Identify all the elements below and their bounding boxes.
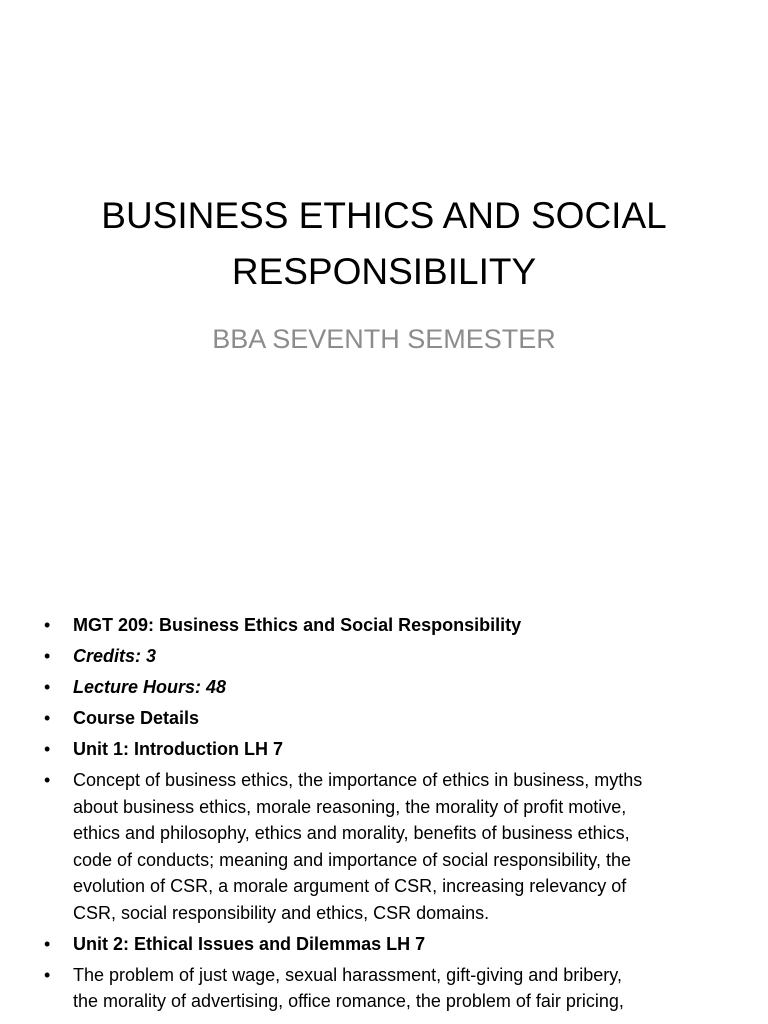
bullet-text: Unit 2: Ethical Issues and Dilemmas LH 7 [73,933,426,954]
bullet-marker: • [44,645,51,666]
bullet-course-details [44,705,744,732]
bullet-marker: • [44,933,51,954]
bullet-marker: • [44,769,51,790]
bullet-marker: • [44,707,51,728]
bullet-text-line: Concept of business ethics, the importance of ethics in business, myths [73,769,643,790]
course-content-slide [44,612,744,1019]
bullet-text: Unit 1: Introduction LH 7 [73,738,283,759]
slide-subtitle: BBA SEVENTH SEMESTER [212,324,556,354]
bullet-text: Course Details [73,707,200,728]
bullet-marker: • [44,615,51,635]
bullet-marker: • [44,676,51,697]
course-bullet-list [44,612,744,1015]
bullet-credits [44,643,744,670]
bullet-text-line: ethics and philosophy, ethics and morality, benefits of business ethics, [73,823,630,844]
bullet-text-line: CSR, social responsibility and ethics, CSR domains. [73,902,490,923]
bullet-lecture-hours [44,674,744,701]
slide-title-line-1: BUSINESS ETHICS AND SOCIAL [101,195,667,236]
bullet-marker: • [44,738,51,759]
bullet-text-line: The problem of just wage, sexual harassment, gift-giving and bribery, [73,964,622,985]
bullet-text: Lecture Hours: 48 [73,676,227,697]
bullet-text-line: code of conducts; meaning and importance of social responsibility, the [73,849,631,870]
bullet-unit-1-description [44,767,744,927]
bullet-text-line: evolution of CSR, a morale argument of CSR, increasing relevancy of [73,876,627,897]
bullet-unit-1-heading [44,736,744,763]
slide-title-line-2: RESPONSIBILITY [231,251,537,292]
bullet-text: MGT 209: Business Ethics and Social Responsibility [73,615,522,635]
title-slide [0,188,768,356]
slide-title [0,188,768,300]
bullet-unit-2-heading [44,931,744,958]
bullet-unit-2-description [44,962,744,1015]
bullet-text: Credits: 3 [73,645,157,666]
bullet-marker: • [44,964,51,985]
bullet-text-line: about business ethics, morale reasoning, the morality of profit motive, [73,796,627,817]
bullet-text-line: the morality of advertising, office romance, the problem of fair pricing, [73,991,624,1012]
bullet-course-code [44,612,744,639]
